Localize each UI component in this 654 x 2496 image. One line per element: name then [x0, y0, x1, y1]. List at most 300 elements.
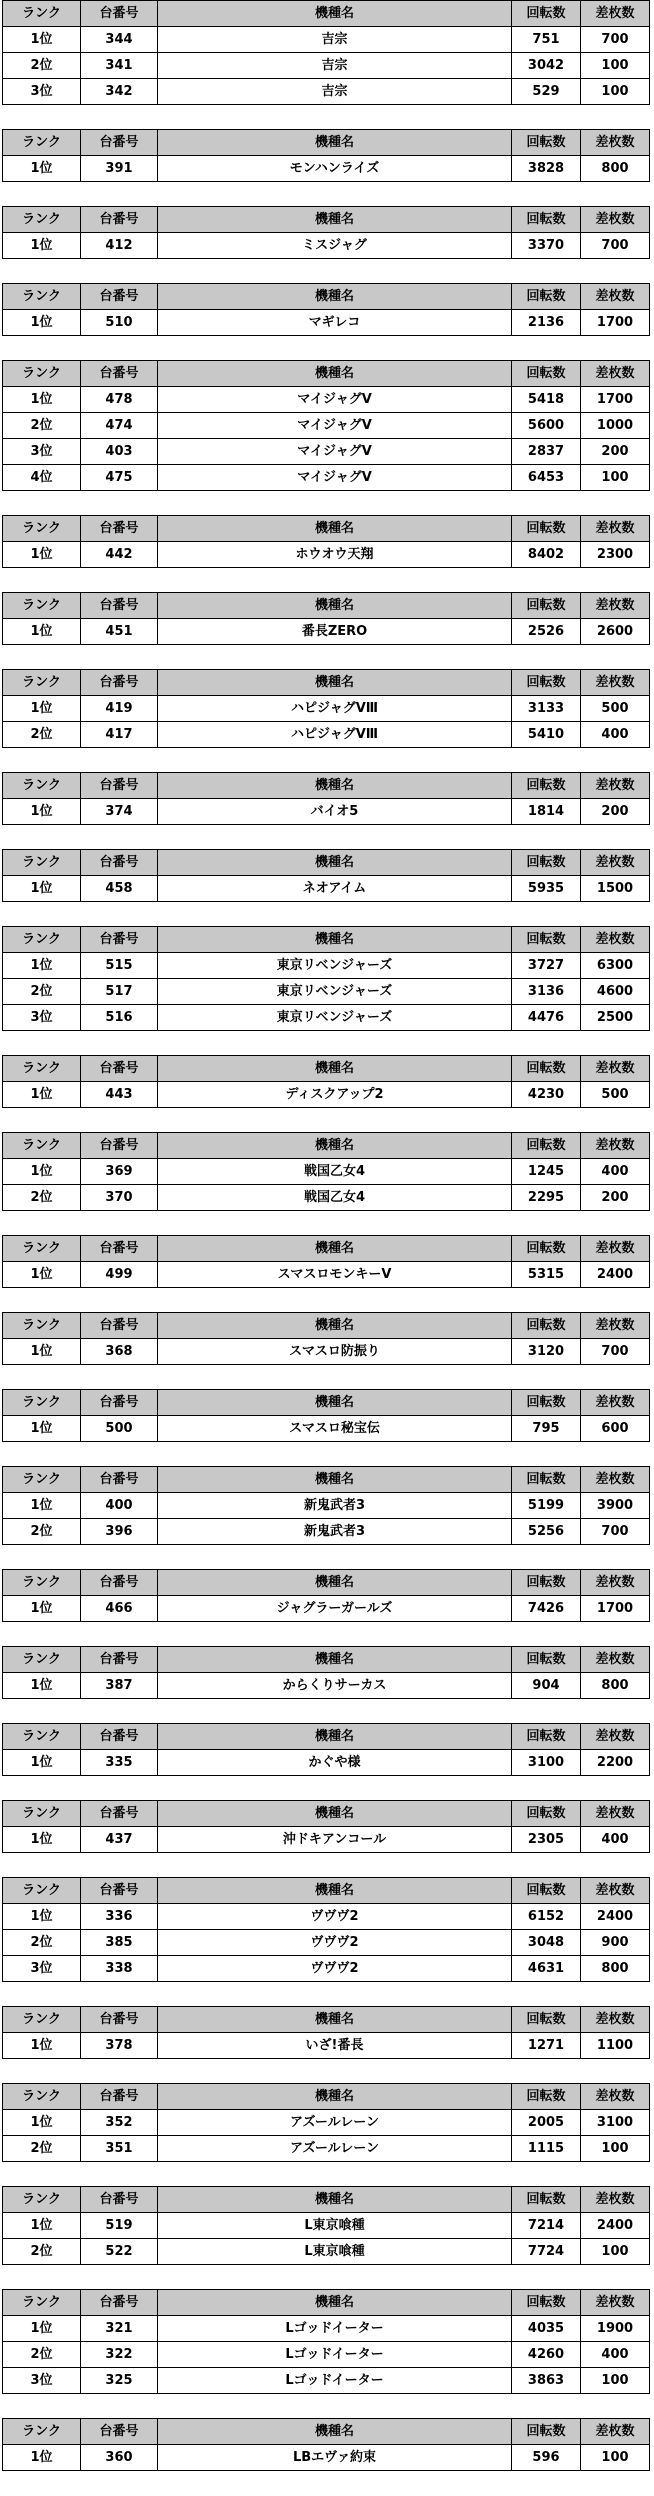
table-row: [3, 1262, 650, 1288]
table-row: [3, 1339, 650, 1365]
cell-machine-number: 322: [81, 2342, 158, 2368]
cell-rank: 1位: [3, 310, 81, 336]
cell-rank: 2位: [3, 413, 81, 439]
cell-rank: 1位: [3, 1827, 81, 1853]
cell-spin-count: 3048: [512, 1930, 581, 1956]
cell-rank: 1位: [3, 1339, 81, 1365]
cell-machine-name: 東京リベンジャーズ: [158, 979, 512, 1005]
header-spin-count: 回転数: [512, 773, 581, 799]
cell-machine-number: 321: [81, 2316, 158, 2342]
cell-machine-name: 吉宗: [158, 79, 512, 105]
header-machine-number: 台番号: [81, 1236, 158, 1262]
table-row: [3, 1930, 650, 1956]
cell-machine-name: 沖ドキアンコール: [158, 1827, 512, 1853]
cell-machine-name: 新鬼武者3: [158, 1493, 512, 1519]
cell-rank: 2位: [3, 2136, 81, 2162]
cell-machine-name: ハピジャグVⅢ: [158, 722, 512, 748]
header-spin-count: 回転数: [512, 284, 581, 310]
cell-machine-name: モンハンライズ: [158, 156, 512, 182]
cell-machine-number: 517: [81, 979, 158, 1005]
cell-medal-difference: 200: [581, 799, 650, 825]
cell-spin-count: 8402: [512, 542, 581, 568]
cell-machine-name: ヴヴヴ2: [158, 1956, 512, 1982]
cell-machine-number: 325: [81, 2368, 158, 2394]
cell-machine-name: 新鬼武者3: [158, 1519, 512, 1545]
cell-medal-difference: 3900: [581, 1493, 650, 1519]
cell-rank: 1位: [3, 953, 81, 979]
header-medal-difference: 差枚数: [581, 130, 650, 156]
cell-medal-difference: 800: [581, 1673, 650, 1699]
header-machine-name: 機種名: [158, 1390, 512, 1416]
cell-medal-difference: 500: [581, 696, 650, 722]
cell-medal-difference: 6300: [581, 953, 650, 979]
table-header-row: [3, 284, 650, 310]
header-machine-number: 台番号: [81, 2187, 158, 2213]
cell-rank: 1位: [3, 2316, 81, 2342]
table-row: [3, 387, 650, 413]
cell-machine-number: 417: [81, 722, 158, 748]
cell-spin-count: 5935: [512, 876, 581, 902]
table-row: [3, 2136, 650, 2162]
header-machine-name: 機種名: [158, 284, 512, 310]
table-row: [3, 1159, 650, 1185]
header-medal-difference: 差枚数: [581, 670, 650, 696]
header-machine-name: 機種名: [158, 773, 512, 799]
cell-medal-difference: 900: [581, 1930, 650, 1956]
cell-medal-difference: 1500: [581, 876, 650, 902]
header-spin-count: 回転数: [512, 207, 581, 233]
table-header-row: [3, 1236, 650, 1262]
cell-rank: 1位: [3, 1596, 81, 1622]
table-row: [3, 2033, 650, 2059]
cell-medal-difference: 700: [581, 1339, 650, 1365]
table-row: [3, 53, 650, 79]
cell-rank: 2位: [3, 722, 81, 748]
table-row: [3, 439, 650, 465]
cell-spin-count: 596: [512, 2445, 581, 2471]
header-spin-count: 回転数: [512, 516, 581, 542]
cell-machine-name: 吉宗: [158, 53, 512, 79]
cell-spin-count: 5418: [512, 387, 581, 413]
cell-rank: 1位: [3, 799, 81, 825]
cell-machine-name: バイオ5: [158, 799, 512, 825]
cell-medal-difference: 100: [581, 2368, 650, 2394]
cell-medal-difference: 1700: [581, 310, 650, 336]
table-row: [3, 1827, 650, 1853]
table-header-row: [3, 1801, 650, 1827]
cell-rank: 1位: [3, 542, 81, 568]
header-machine-name: 機種名: [158, 1, 512, 27]
header-spin-count: 回転数: [512, 1801, 581, 1827]
cell-spin-count: 6453: [512, 465, 581, 491]
ranking-table: [2, 129, 650, 182]
cell-rank: 1位: [3, 2445, 81, 2471]
header-machine-name: 機種名: [158, 2419, 512, 2445]
cell-spin-count: 2005: [512, 2110, 581, 2136]
cell-machine-name: ヴヴヴ2: [158, 1930, 512, 1956]
ranking-table: [2, 2289, 650, 2394]
cell-medal-difference: 700: [581, 1519, 650, 1545]
table-header-row: [3, 850, 650, 876]
header-machine-name: 機種名: [158, 2187, 512, 2213]
cell-medal-difference: 2300: [581, 542, 650, 568]
cell-spin-count: 4260: [512, 2342, 581, 2368]
cell-rank: 1位: [3, 233, 81, 259]
cell-machine-number: 458: [81, 876, 158, 902]
cell-machine-number: 519: [81, 2213, 158, 2239]
header-machine-number: 台番号: [81, 1313, 158, 1339]
table-header-row: [3, 2007, 650, 2033]
cell-spin-count: 2136: [512, 310, 581, 336]
ranking-table: [2, 2006, 650, 2059]
header-machine-name: 機種名: [158, 1056, 512, 1082]
cell-machine-number: 370: [81, 1185, 158, 1211]
cell-spin-count: 5256: [512, 1519, 581, 1545]
cell-medal-difference: 100: [581, 2239, 650, 2265]
table-row: [3, 2239, 650, 2265]
cell-rank: 2位: [3, 1185, 81, 1211]
table-header-row: [3, 2290, 650, 2316]
table-header-row: [3, 670, 650, 696]
cell-machine-number: 351: [81, 2136, 158, 2162]
cell-spin-count: 1115: [512, 2136, 581, 2162]
header-spin-count: 回転数: [512, 2290, 581, 2316]
cell-machine-name: LBエヴァ約束: [158, 2445, 512, 2471]
cell-machine-name: 東京リベンジャーズ: [158, 953, 512, 979]
cell-rank: 3位: [3, 1005, 81, 1031]
cell-machine-number: 522: [81, 2239, 158, 2265]
cell-machine-number: 338: [81, 1956, 158, 1982]
table-row: [3, 413, 650, 439]
cell-medal-difference: 1000: [581, 413, 650, 439]
header-machine-name: 機種名: [158, 2084, 512, 2110]
header-spin-count: 回転数: [512, 1236, 581, 1262]
cell-machine-number: 510: [81, 310, 158, 336]
cell-spin-count: 5410: [512, 722, 581, 748]
cell-spin-count: 5315: [512, 1262, 581, 1288]
header-machine-name: 機種名: [158, 927, 512, 953]
table-row: [3, 542, 650, 568]
header-spin-count: 回転数: [512, 2007, 581, 2033]
cell-medal-difference: 700: [581, 233, 650, 259]
table-row: [3, 876, 650, 902]
cell-machine-number: 341: [81, 53, 158, 79]
cell-medal-difference: 1700: [581, 387, 650, 413]
ranking-table: [2, 515, 650, 568]
header-medal-difference: 差枚数: [581, 1236, 650, 1262]
table-header-row: [3, 2419, 650, 2445]
header-machine-number: 台番号: [81, 1801, 158, 1827]
cell-medal-difference: 2500: [581, 1005, 650, 1031]
header-medal-difference: 差枚数: [581, 1570, 650, 1596]
table-row: [3, 2368, 650, 2394]
cell-machine-name: 東京リベンジャーズ: [158, 1005, 512, 1031]
cell-machine-name: ハピジャグVⅢ: [158, 696, 512, 722]
header-rank: ランク: [3, 1724, 81, 1750]
table-row: [3, 465, 650, 491]
cell-spin-count: 5600: [512, 413, 581, 439]
table-header-row: [3, 1467, 650, 1493]
header-medal-difference: 差枚数: [581, 593, 650, 619]
cell-machine-name: Lゴッドイーター: [158, 2342, 512, 2368]
cell-machine-number: 396: [81, 1519, 158, 1545]
header-medal-difference: 差枚数: [581, 850, 650, 876]
cell-machine-number: 499: [81, 1262, 158, 1288]
table-row: [3, 1596, 650, 1622]
header-machine-number: 台番号: [81, 2419, 158, 2445]
cell-spin-count: 3042: [512, 53, 581, 79]
table-row: [3, 2316, 650, 2342]
header-spin-count: 回転数: [512, 1570, 581, 1596]
table-row: [3, 2445, 650, 2471]
ranking-table: [2, 2418, 650, 2471]
cell-rank: 2位: [3, 1930, 81, 1956]
header-machine-number: 台番号: [81, 1, 158, 27]
header-machine-number: 台番号: [81, 850, 158, 876]
cell-spin-count: 4476: [512, 1005, 581, 1031]
header-rank: ランク: [3, 130, 81, 156]
header-medal-difference: 差枚数: [581, 1, 650, 27]
cell-machine-number: 466: [81, 1596, 158, 1622]
cell-spin-count: 6152: [512, 1904, 581, 1930]
header-machine-number: 台番号: [81, 361, 158, 387]
cell-machine-name: アズールレーン: [158, 2110, 512, 2136]
table-row: [3, 1082, 650, 1108]
table-header-row: [3, 1390, 650, 1416]
header-machine-number: 台番号: [81, 1133, 158, 1159]
cell-machine-number: 369: [81, 1159, 158, 1185]
header-machine-name: 機種名: [158, 1133, 512, 1159]
cell-medal-difference: 3100: [581, 2110, 650, 2136]
header-medal-difference: 差枚数: [581, 1801, 650, 1827]
header-machine-number: 台番号: [81, 130, 158, 156]
cell-machine-name: ディスクアップ2: [158, 1082, 512, 1108]
cell-machine-number: 400: [81, 1493, 158, 1519]
table-row: [3, 619, 650, 645]
cell-medal-difference: 700: [581, 27, 650, 53]
cell-medal-difference: 100: [581, 465, 650, 491]
header-medal-difference: 差枚数: [581, 2187, 650, 2213]
ranking-table: [2, 283, 650, 336]
header-spin-count: 回転数: [512, 927, 581, 953]
header-rank: ランク: [3, 1056, 81, 1082]
cell-spin-count: 795: [512, 1416, 581, 1442]
cell-machine-number: 336: [81, 1904, 158, 1930]
table-row: [3, 1519, 650, 1545]
header-rank: ランク: [3, 1236, 81, 1262]
cell-spin-count: 2837: [512, 439, 581, 465]
table-row: [3, 1005, 650, 1031]
cell-medal-difference: 400: [581, 1159, 650, 1185]
cell-spin-count: 4035: [512, 2316, 581, 2342]
header-spin-count: 回転数: [512, 2419, 581, 2445]
ranking-table: [2, 926, 650, 1031]
cell-machine-name: ジャグラーガールズ: [158, 1596, 512, 1622]
ranking-table: [2, 669, 650, 748]
cell-machine-number: 391: [81, 156, 158, 182]
cell-rank: 4位: [3, 465, 81, 491]
cell-rank: 2位: [3, 53, 81, 79]
header-machine-name: 機種名: [158, 516, 512, 542]
table-header-row: [3, 927, 650, 953]
header-machine-name: 機種名: [158, 1467, 512, 1493]
ranking-table: [2, 1312, 650, 1365]
table-header-row: [3, 773, 650, 799]
cell-machine-number: 378: [81, 2033, 158, 2059]
header-medal-difference: 差枚数: [581, 284, 650, 310]
table-row: [3, 696, 650, 722]
header-rank: ランク: [3, 1313, 81, 1339]
cell-rank: 1位: [3, 696, 81, 722]
cell-machine-number: 385: [81, 1930, 158, 1956]
cell-machine-number: 442: [81, 542, 158, 568]
header-medal-difference: 差枚数: [581, 516, 650, 542]
header-machine-number: 台番号: [81, 927, 158, 953]
cell-medal-difference: 400: [581, 2342, 650, 2368]
header-machine-number: 台番号: [81, 516, 158, 542]
cell-spin-count: 2295: [512, 1185, 581, 1211]
cell-medal-difference: 1900: [581, 2316, 650, 2342]
cell-machine-name: スマスロモンキーV: [158, 1262, 512, 1288]
table-row: [3, 2342, 650, 2368]
cell-rank: 1位: [3, 2213, 81, 2239]
table-header-row: [3, 1, 650, 27]
header-rank: ランク: [3, 670, 81, 696]
header-machine-number: 台番号: [81, 2290, 158, 2316]
header-machine-name: 機種名: [158, 670, 512, 696]
cell-rank: 1位: [3, 1082, 81, 1108]
table-header-row: [3, 207, 650, 233]
cell-machine-name: いざ!番長: [158, 2033, 512, 2059]
cell-spin-count: 4631: [512, 1956, 581, 1982]
header-machine-name: 機種名: [158, 2007, 512, 2033]
cell-spin-count: 3136: [512, 979, 581, 1005]
header-medal-difference: 差枚数: [581, 207, 650, 233]
ranking-table: [2, 1800, 650, 1853]
table-row: [3, 1185, 650, 1211]
header-spin-count: 回転数: [512, 2084, 581, 2110]
cell-rank: 1位: [3, 2033, 81, 2059]
header-medal-difference: 差枚数: [581, 1056, 650, 1082]
header-medal-difference: 差枚数: [581, 361, 650, 387]
header-rank: ランク: [3, 361, 81, 387]
table-header-row: [3, 1878, 650, 1904]
header-rank: ランク: [3, 1647, 81, 1673]
cell-medal-difference: 4600: [581, 979, 650, 1005]
header-rank: ランク: [3, 2084, 81, 2110]
header-machine-number: 台番号: [81, 1647, 158, 1673]
cell-rank: 2位: [3, 979, 81, 1005]
table-header-row: [3, 2084, 650, 2110]
cell-machine-name: 番長ZERO: [158, 619, 512, 645]
table-row: [3, 1673, 650, 1699]
cell-machine-name: Lゴッドイーター: [158, 2368, 512, 2394]
header-rank: ランク: [3, 2187, 81, 2213]
cell-rank: 1位: [3, 1159, 81, 1185]
ranking-table: [2, 1723, 650, 1776]
cell-machine-name: マギレコ: [158, 310, 512, 336]
table-header-row: [3, 1133, 650, 1159]
cell-machine-number: 387: [81, 1673, 158, 1699]
cell-medal-difference: 2400: [581, 1904, 650, 1930]
header-machine-name: 機種名: [158, 850, 512, 876]
header-rank: ランク: [3, 1, 81, 27]
cell-machine-name: マイジャグV: [158, 465, 512, 491]
table-header-row: [3, 1647, 650, 1673]
cell-rank: 2位: [3, 2239, 81, 2265]
ranking-table: [2, 1569, 650, 1622]
cell-medal-difference: 1100: [581, 2033, 650, 2059]
header-medal-difference: 差枚数: [581, 1878, 650, 1904]
header-medal-difference: 差枚数: [581, 773, 650, 799]
cell-rank: 1位: [3, 1416, 81, 1442]
header-medal-difference: 差枚数: [581, 2007, 650, 2033]
cell-spin-count: 3120: [512, 1339, 581, 1365]
cell-machine-number: 360: [81, 2445, 158, 2471]
ranking-table: [2, 1235, 650, 1288]
cell-machine-name: マイジャグV: [158, 387, 512, 413]
cell-machine-number: 344: [81, 27, 158, 53]
cell-machine-name: 戦国乙女4: [158, 1185, 512, 1211]
cell-spin-count: 7724: [512, 2239, 581, 2265]
cell-spin-count: 3727: [512, 953, 581, 979]
cell-medal-difference: 100: [581, 79, 650, 105]
ranking-table: [2, 2186, 650, 2265]
cell-medal-difference: 200: [581, 439, 650, 465]
cell-machine-name: ヴヴヴ2: [158, 1904, 512, 1930]
cell-rank: 1位: [3, 1750, 81, 1776]
header-medal-difference: 差枚数: [581, 2419, 650, 2445]
header-rank: ランク: [3, 1570, 81, 1596]
cell-medal-difference: 400: [581, 1827, 650, 1853]
cell-machine-number: 412: [81, 233, 158, 259]
cell-medal-difference: 800: [581, 1956, 650, 1982]
cell-machine-number: 419: [81, 696, 158, 722]
header-machine-number: 台番号: [81, 1467, 158, 1493]
cell-rank: 1位: [3, 1673, 81, 1699]
cell-rank: 1位: [3, 619, 81, 645]
cell-spin-count: 1245: [512, 1159, 581, 1185]
header-rank: ランク: [3, 284, 81, 310]
table-row: [3, 233, 650, 259]
cell-machine-number: 451: [81, 619, 158, 645]
cell-rank: 3位: [3, 79, 81, 105]
cell-medal-difference: 800: [581, 156, 650, 182]
header-machine-name: 機種名: [158, 207, 512, 233]
cell-machine-name: ネオアイム: [158, 876, 512, 902]
cell-medal-difference: 100: [581, 2445, 650, 2471]
ranking-table: [2, 1466, 650, 1545]
cell-rank: 1位: [3, 387, 81, 413]
header-rank: ランク: [3, 1467, 81, 1493]
cell-spin-count: 5199: [512, 1493, 581, 1519]
ranking-table: [2, 1646, 650, 1699]
header-machine-name: 機種名: [158, 593, 512, 619]
cell-machine-number: 374: [81, 799, 158, 825]
table-row: [3, 722, 650, 748]
cell-machine-name: からくりサーカス: [158, 1673, 512, 1699]
cell-medal-difference: 2400: [581, 2213, 650, 2239]
header-machine-number: 台番号: [81, 1724, 158, 1750]
table-row: [3, 2110, 650, 2136]
table-header-row: [3, 1570, 650, 1596]
header-medal-difference: 差枚数: [581, 1724, 650, 1750]
header-medal-difference: 差枚数: [581, 2290, 650, 2316]
cell-rank: 3位: [3, 1956, 81, 1982]
table-row: [3, 1750, 650, 1776]
cell-rank: 1位: [3, 876, 81, 902]
header-machine-number: 台番号: [81, 1056, 158, 1082]
